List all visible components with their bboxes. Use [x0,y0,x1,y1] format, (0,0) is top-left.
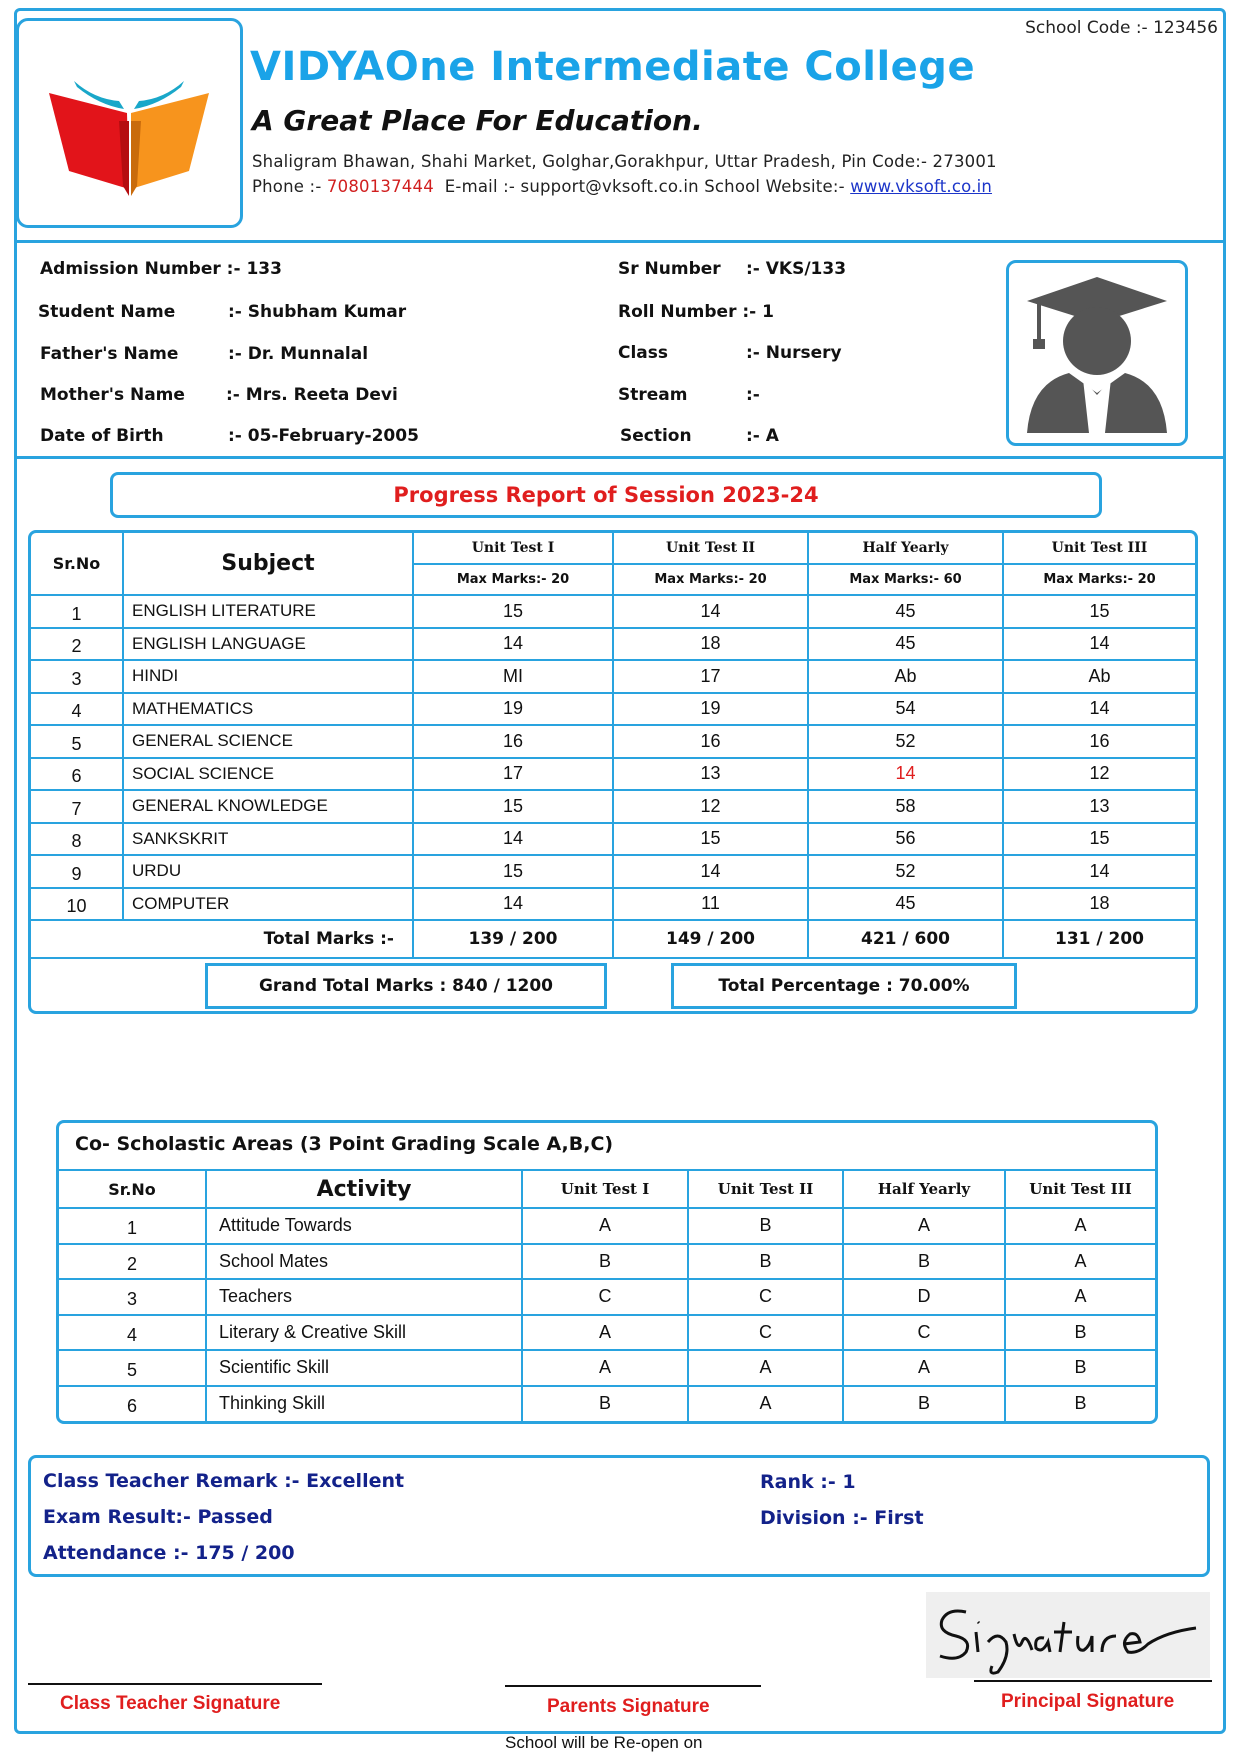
table-row [31,758,1195,791]
sr-number-value: :- VKS/133 [746,259,847,279]
table-row [59,1244,1155,1280]
row-mark: 13 [1003,790,1195,823]
row-activity: School Mates [206,1244,522,1280]
row-grade: B [688,1208,843,1244]
row-activity: Teachers [206,1279,522,1315]
row-mark: 15 [413,595,613,628]
table-row [59,1208,1155,1244]
row-grade: A [522,1350,688,1386]
table-row [59,1315,1155,1351]
father-name-value: :- Dr. Munnalal [228,344,369,364]
stream-label: Stream [618,385,688,405]
grand-total: Grand Total Marks : 840 / 1200 [205,963,607,1009]
email-label: E-mail :- support@vksoft.co.in School Website:- [444,177,851,196]
row-grade: C [843,1315,1005,1351]
total-value: 149 / 200 [613,920,808,958]
total-label: Total Marks :- [31,920,413,958]
row-grade: D [843,1279,1005,1315]
row-srno: 1 [59,1208,206,1244]
row-subject: HINDI [123,660,413,693]
row-mark: 14 [413,823,613,856]
row-subject: COMPUTER [123,888,413,921]
row-mark: 16 [613,725,808,758]
section-label: Section [620,426,692,446]
row-grade: C [688,1315,843,1351]
phone-number[interactable]: 7080137444 [326,177,434,196]
row-mark: 54 [808,693,1003,726]
row-mark: 14 [1003,628,1195,661]
total-percentage: Total Percentage : 70.00% [671,963,1017,1009]
row-grade: B [1005,1315,1155,1351]
school-logo [16,18,243,228]
co-scholastic-container [56,1120,1158,1424]
header-max-marks: Max Marks:- 20 [1003,564,1195,595]
reopen-notice: School will be Re-open on [505,1733,703,1752]
row-subject: GENERAL KNOWLEDGE [123,790,413,823]
roll-number: Roll Number :- 1 [618,302,774,322]
table-row [31,660,1195,693]
table-row [31,855,1195,888]
row-mark: 45 [808,888,1003,921]
row-grade: C [522,1279,688,1315]
signature-icon [926,1592,1210,1678]
class-teacher-signature-line [28,1683,322,1685]
row-srno: 3 [31,660,123,693]
row-mark: MI [413,660,613,693]
mother-name-label: Mother's Name [40,385,185,405]
row-mark: 12 [1003,758,1195,791]
dob-value: :- 05-February-2005 [228,426,419,446]
row-mark: 19 [613,693,808,726]
row-mark: 58 [808,790,1003,823]
rank: Rank :- 1 [760,1471,856,1493]
row-srno: 8 [31,823,123,856]
stream-value: :- [746,385,760,405]
header-activity: Activity [206,1170,522,1208]
total-value: 131 / 200 [1003,920,1195,958]
table-row [31,595,1195,628]
attendance: Attendance :- 175 / 200 [43,1542,295,1564]
row-srno: 5 [59,1350,206,1386]
header-srno: Sr.No [31,533,123,595]
row-grade: A [688,1350,843,1386]
row-grade: B [843,1244,1005,1280]
table-row [31,823,1195,856]
header-exam: Half Yearly [808,533,1003,564]
row-mark: 17 [413,758,613,791]
row-mark: 13 [613,758,808,791]
row-subject: MATHEMATICS [123,693,413,726]
row-mark: 14 [613,595,808,628]
row-srno: 9 [31,855,123,888]
row-mark: 19 [413,693,613,726]
co-scholastic-title: Co- Scholastic Areas (3 Point Grading Scale A,B,C) [75,1133,614,1155]
school-address: Shaligram Bhawan, Shahi Market, Golghar,Gorakhpur, Uttar Pradesh, Pin Code:- 273001 [252,152,997,171]
marks-table-container [28,530,1198,1014]
row-srno: 4 [59,1315,206,1351]
row-mark-highlighted: 14 [808,758,1003,791]
student-name-value: :- Shubham Kumar [228,302,407,322]
parents-signature-line [505,1685,761,1687]
info-divider [14,456,1226,459]
report-title: Progress Report of Session 2023-24 [110,472,1102,518]
row-subject: SOCIAL SCIENCE [123,758,413,791]
row-activity: Literary & Creative Skill [206,1315,522,1351]
row-grade: B [1005,1386,1155,1422]
exam-result: Exam Result:- Passed [43,1506,273,1528]
row-activity: Scientific Skill [206,1350,522,1386]
graduate-avatar-icon [1009,263,1185,443]
table-row [59,1350,1155,1386]
mother-name-value: :- Mrs. Reeta Devi [226,385,398,405]
row-srno: 2 [31,628,123,661]
row-mark: 52 [808,725,1003,758]
school-contact [252,177,992,196]
row-mark: 18 [1003,888,1195,921]
row-srno: 2 [59,1244,206,1280]
row-grade: B [1005,1350,1155,1386]
principal-signature-line [974,1680,1212,1682]
row-mark: 14 [613,855,808,888]
class-value: :- Nursery [746,343,842,363]
row-mark: 45 [808,628,1003,661]
phone-label: Phone :- [252,177,327,196]
row-mark: Ab [808,660,1003,693]
row-grade: B [522,1386,688,1422]
row-grade: A [1005,1244,1155,1280]
table-row [59,1279,1155,1315]
table-row [31,725,1195,758]
row-mark: 18 [613,628,808,661]
row-mark: 15 [1003,823,1195,856]
row-mark: 15 [413,790,613,823]
row-mark: 14 [413,888,613,921]
header-srno: Sr.No [59,1170,206,1208]
school-code: School Code :- 123456 [1025,18,1218,38]
row-subject: URDU [123,855,413,888]
header-exam: Unit Test I [413,533,613,564]
header-max-marks: Max Marks:- 20 [413,564,613,595]
table-row [59,1386,1155,1422]
row-srno: 5 [31,725,123,758]
row-mark: 15 [413,855,613,888]
student-name-label: Student Name [38,302,176,322]
row-srno: 1 [31,595,123,628]
row-mark: 16 [413,725,613,758]
row-srno: 10 [31,888,123,921]
school-tagline: A Great Place For Education. [252,104,703,137]
header-max-marks: Max Marks:- 60 [808,564,1003,595]
row-mark: 14 [413,628,613,661]
table-row [31,888,1195,921]
sr-number-label: Sr Number [618,259,721,279]
table-row [31,628,1195,661]
total-value: 421 / 600 [808,920,1003,958]
row-activity: Attitude Towards [206,1208,522,1244]
section-value: :- A [746,426,779,446]
row-activity: Thinking Skill [206,1386,522,1422]
row-mark: 15 [1003,595,1195,628]
total-value: 139 / 200 [413,920,613,958]
father-name-label: Father's Name [40,344,179,364]
row-subject: ENGLISH LANGUAGE [123,628,413,661]
table-row [31,693,1195,726]
row-grade: B [522,1244,688,1280]
division: Division :- First [760,1507,924,1529]
class-teacher-signature-label: Class Teacher Signature [60,1693,281,1714]
row-grade: A [1005,1208,1155,1244]
row-grade: B [688,1244,843,1280]
row-subject: ENGLISH LITERATURE [123,595,413,628]
row-srno: 6 [59,1386,206,1422]
row-mark: 11 [613,888,808,921]
header-subject: Subject [123,533,413,595]
row-mark: 52 [808,855,1003,888]
school-name: VIDYAOne Intermediate College [250,44,976,90]
header-exam: Unit Test II [688,1170,843,1208]
row-srno: 3 [59,1279,206,1315]
website-link[interactable]: www.vksoft.co.in [850,177,993,196]
row-mark: Ab [1003,660,1195,693]
row-grade: A [522,1208,688,1244]
parents-signature-label: Parents Signature [547,1696,710,1717]
row-srno: 6 [31,758,123,791]
row-mark: 14 [1003,693,1195,726]
row-subject: GENERAL SCIENCE [123,725,413,758]
row-srno: 4 [31,693,123,726]
row-srno: 7 [31,790,123,823]
header-divider [14,240,1226,243]
teacher-remark: Class Teacher Remark :- Excellent [43,1470,405,1492]
row-mark: 14 [1003,855,1195,888]
remarks-container [28,1455,1210,1577]
principal-signature-image [926,1592,1210,1678]
row-grade: A [1005,1279,1155,1315]
marks-table [31,533,1195,959]
row-grade: A [688,1386,843,1422]
row-grade: B [843,1386,1005,1422]
row-mark: 56 [808,823,1003,856]
row-mark: 45 [808,595,1003,628]
book-logo-icon [19,21,240,225]
dob-label: Date of Birth [40,426,164,446]
class-label: Class [618,343,669,363]
student-photo [1006,260,1188,446]
header-exam: Unit Test II [613,533,808,564]
row-mark: 12 [613,790,808,823]
row-grade: A [522,1315,688,1351]
row-subject: SANKSKRIT [123,823,413,856]
header-max-marks: Max Marks:- 20 [613,564,808,595]
row-mark: 15 [613,823,808,856]
co-scholastic-table [59,1169,1155,1421]
row-grade: A [843,1208,1005,1244]
row-mark: 17 [613,660,808,693]
header-exam: Unit Test III [1003,533,1195,564]
row-grade: C [688,1279,843,1315]
principal-signature-label: Principal Signature [1001,1691,1175,1712]
total-row [31,920,1195,958]
header-exam: Unit Test I [522,1170,688,1208]
header-exam: Unit Test III [1005,1170,1155,1208]
table-row [31,790,1195,823]
row-grade: A [843,1350,1005,1386]
header-exam: Half Yearly [843,1170,1005,1208]
admission-number: Admission Number :- 133 [40,259,282,279]
row-mark: 16 [1003,725,1195,758]
